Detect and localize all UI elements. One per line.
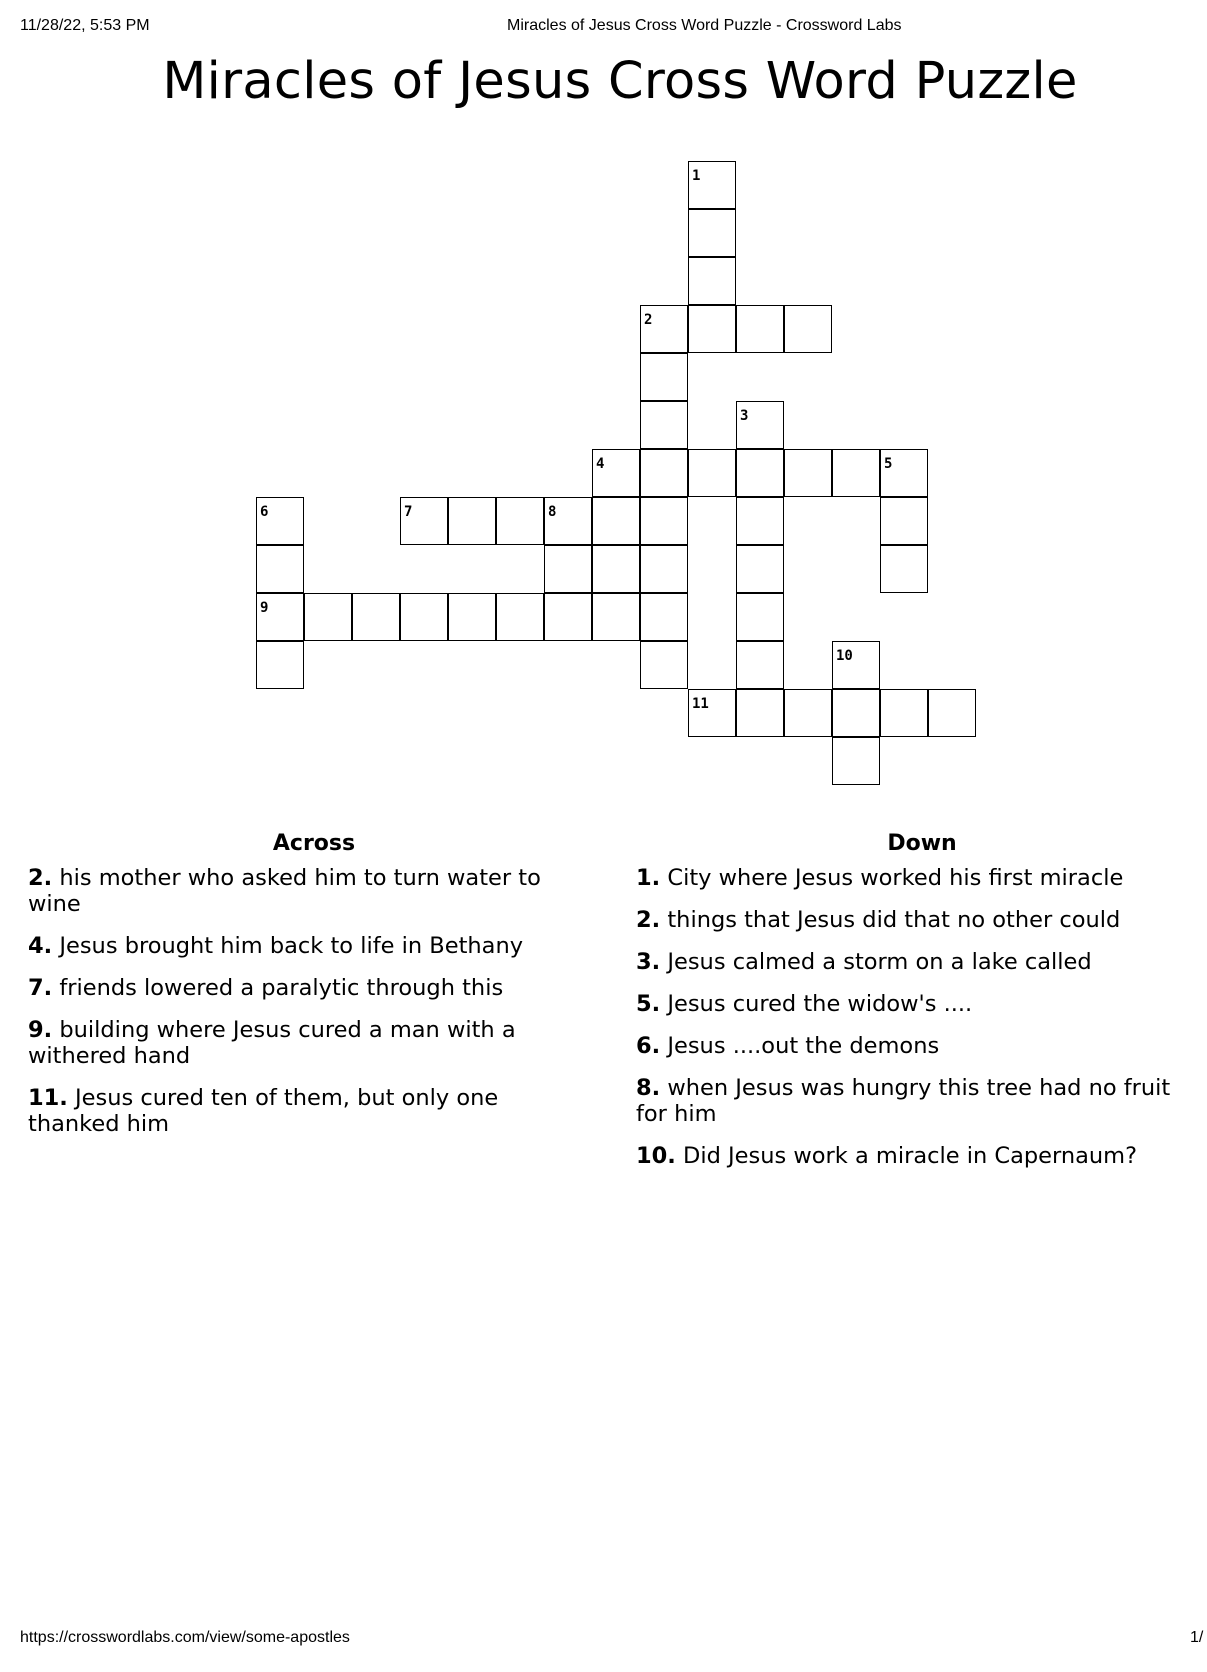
- clue-text: City where Jesus worked his first miracle: [667, 865, 1124, 891]
- clue-text: building where Jesus cured a man with a withered hand: [28, 1017, 516, 1069]
- grid-cell[interactable]: [880, 497, 928, 545]
- down-clue-list: [636, 865, 1196, 1185]
- grid-cell[interactable]: [256, 641, 304, 689]
- grid-cell[interactable]: [736, 593, 784, 641]
- cell-number: 11: [692, 696, 709, 712]
- cell-number: 10: [836, 648, 853, 664]
- grid-cell[interactable]: [640, 353, 688, 401]
- grid-cell[interactable]: [784, 689, 832, 737]
- grid-cell[interactable]: [736, 401, 784, 449]
- cell-number: 4: [596, 456, 605, 472]
- clue-number: 4.: [28, 933, 53, 959]
- grid-cell[interactable]: [544, 593, 592, 641]
- clue-number: 2.: [636, 907, 661, 933]
- cell-number: 1: [692, 168, 701, 184]
- grid-cell[interactable]: [496, 593, 544, 641]
- grid-cell[interactable]: [784, 449, 832, 497]
- cell-number: 2: [644, 312, 653, 328]
- grid-cell[interactable]: [256, 545, 304, 593]
- clue-text: Jesus calmed a storm on a lake called: [667, 949, 1092, 975]
- grid-cell[interactable]: [640, 449, 688, 497]
- grid-cell[interactable]: [544, 497, 592, 545]
- grid-cell[interactable]: [544, 545, 592, 593]
- grid-cell[interactable]: [736, 449, 784, 497]
- across-clue: [28, 1085, 558, 1137]
- grid-cell[interactable]: [640, 593, 688, 641]
- grid-cell[interactable]: [832, 641, 880, 689]
- grid-cell[interactable]: [688, 689, 736, 737]
- clue-text: Did Jesus work a miracle in Capernaum?: [683, 1143, 1138, 1169]
- clue-number: 9.: [28, 1017, 53, 1043]
- grid-cell[interactable]: [880, 545, 928, 593]
- cell-number: 7: [404, 504, 413, 520]
- across-clue: [28, 933, 558, 959]
- grid-cell[interactable]: [448, 497, 496, 545]
- clue-number: 6.: [636, 1033, 661, 1059]
- grid-cell[interactable]: [736, 641, 784, 689]
- cell-number: 5: [884, 456, 893, 472]
- print-url: https://crosswordlabs.com/view/some-apostles: [20, 1629, 350, 1646]
- clue-text: things that Jesus did that no other could: [667, 907, 1121, 933]
- grid-cell[interactable]: [640, 497, 688, 545]
- clue-text: friends lowered a paralytic through this: [59, 975, 504, 1001]
- clue-number: 2.: [28, 865, 53, 891]
- across-clue: [28, 1017, 558, 1069]
- grid-cell[interactable]: [832, 737, 880, 785]
- grid-cell[interactable]: [496, 497, 544, 545]
- print-page-title: Miracles of Jesus Cross Word Puzzle - Crossword Labs: [507, 17, 902, 34]
- grid-cell[interactable]: [448, 593, 496, 641]
- grid-cell[interactable]: [736, 497, 784, 545]
- grid-cell[interactable]: [688, 449, 736, 497]
- down-heading: Down: [887, 831, 957, 856]
- grid-cell[interactable]: [256, 497, 304, 545]
- grid-cell[interactable]: [928, 689, 976, 737]
- grid-cell[interactable]: [688, 161, 736, 209]
- grid-cell[interactable]: [736, 689, 784, 737]
- cell-number: 8: [548, 504, 557, 520]
- grid-cell[interactable]: [832, 689, 880, 737]
- grid-cell[interactable]: [400, 497, 448, 545]
- clue-number: 7.: [28, 975, 53, 1001]
- down-clue: [636, 1033, 1196, 1059]
- grid-cell[interactable]: [640, 305, 688, 353]
- clue-number: 3.: [636, 949, 661, 975]
- grid-cell[interactable]: [688, 257, 736, 305]
- grid-cell[interactable]: [736, 545, 784, 593]
- print-date-time: 11/28/22, 5:53 PM: [20, 17, 150, 34]
- clue-number: 8.: [636, 1075, 661, 1101]
- clue-text: when Jesus was hungry this tree had no fruit for him: [636, 1075, 1171, 1127]
- grid-cell[interactable]: [400, 593, 448, 641]
- grid-cell[interactable]: [832, 449, 880, 497]
- down-clue: [636, 1143, 1196, 1169]
- across-clue-list: [28, 865, 558, 1153]
- clue-number: 10.: [636, 1143, 676, 1169]
- across-clue: [28, 975, 558, 1001]
- down-clue: [636, 1075, 1196, 1127]
- across-clue: [28, 865, 558, 917]
- clue-text: Jesus cured ten of them, but only one thanked him: [28, 1085, 499, 1137]
- down-clue: [636, 991, 1196, 1017]
- clue-text: Jesus brought him back to life in Bethany: [59, 933, 524, 959]
- clue-number: 5.: [636, 991, 661, 1017]
- clue-number: 1.: [636, 865, 661, 891]
- grid-cell[interactable]: [736, 305, 784, 353]
- clue-text: his mother who asked him to turn water to wine: [28, 865, 541, 917]
- grid-cell[interactable]: [880, 689, 928, 737]
- clue-number: 11.: [28, 1085, 68, 1111]
- crossword-grid: [0, 0, 1207, 800]
- clue-text: Jesus cured the widow's ....: [667, 991, 973, 1017]
- grid-cell[interactable]: [688, 305, 736, 353]
- grid-cell[interactable]: [304, 593, 352, 641]
- puzzle-title: Miracles of Jesus Cross Word Puzzle: [162, 52, 1078, 111]
- grid-cell[interactable]: [688, 209, 736, 257]
- grid-cell[interactable]: [592, 545, 640, 593]
- grid-cell[interactable]: [592, 449, 640, 497]
- across-heading: Across: [272, 831, 356, 856]
- grid-cell[interactable]: [640, 641, 688, 689]
- cell-number: 9: [260, 600, 269, 616]
- down-clue: [636, 949, 1196, 975]
- grid-cell[interactable]: [352, 593, 400, 641]
- print-page-number: 1/: [1190, 1629, 1204, 1646]
- grid-cell[interactable]: [784, 305, 832, 353]
- grid-cell[interactable]: [640, 545, 688, 593]
- grid-cell[interactable]: [592, 593, 640, 641]
- down-clue: [636, 865, 1196, 891]
- clue-text: Jesus ....out the demons: [667, 1033, 940, 1059]
- grid-cell[interactable]: [256, 593, 304, 641]
- cell-number: 6: [260, 504, 269, 520]
- grid-cell[interactable]: [880, 449, 928, 497]
- grid-cell[interactable]: [592, 497, 640, 545]
- cell-number: 3: [740, 408, 749, 424]
- grid-cell[interactable]: [640, 401, 688, 449]
- down-clue: [636, 907, 1196, 933]
